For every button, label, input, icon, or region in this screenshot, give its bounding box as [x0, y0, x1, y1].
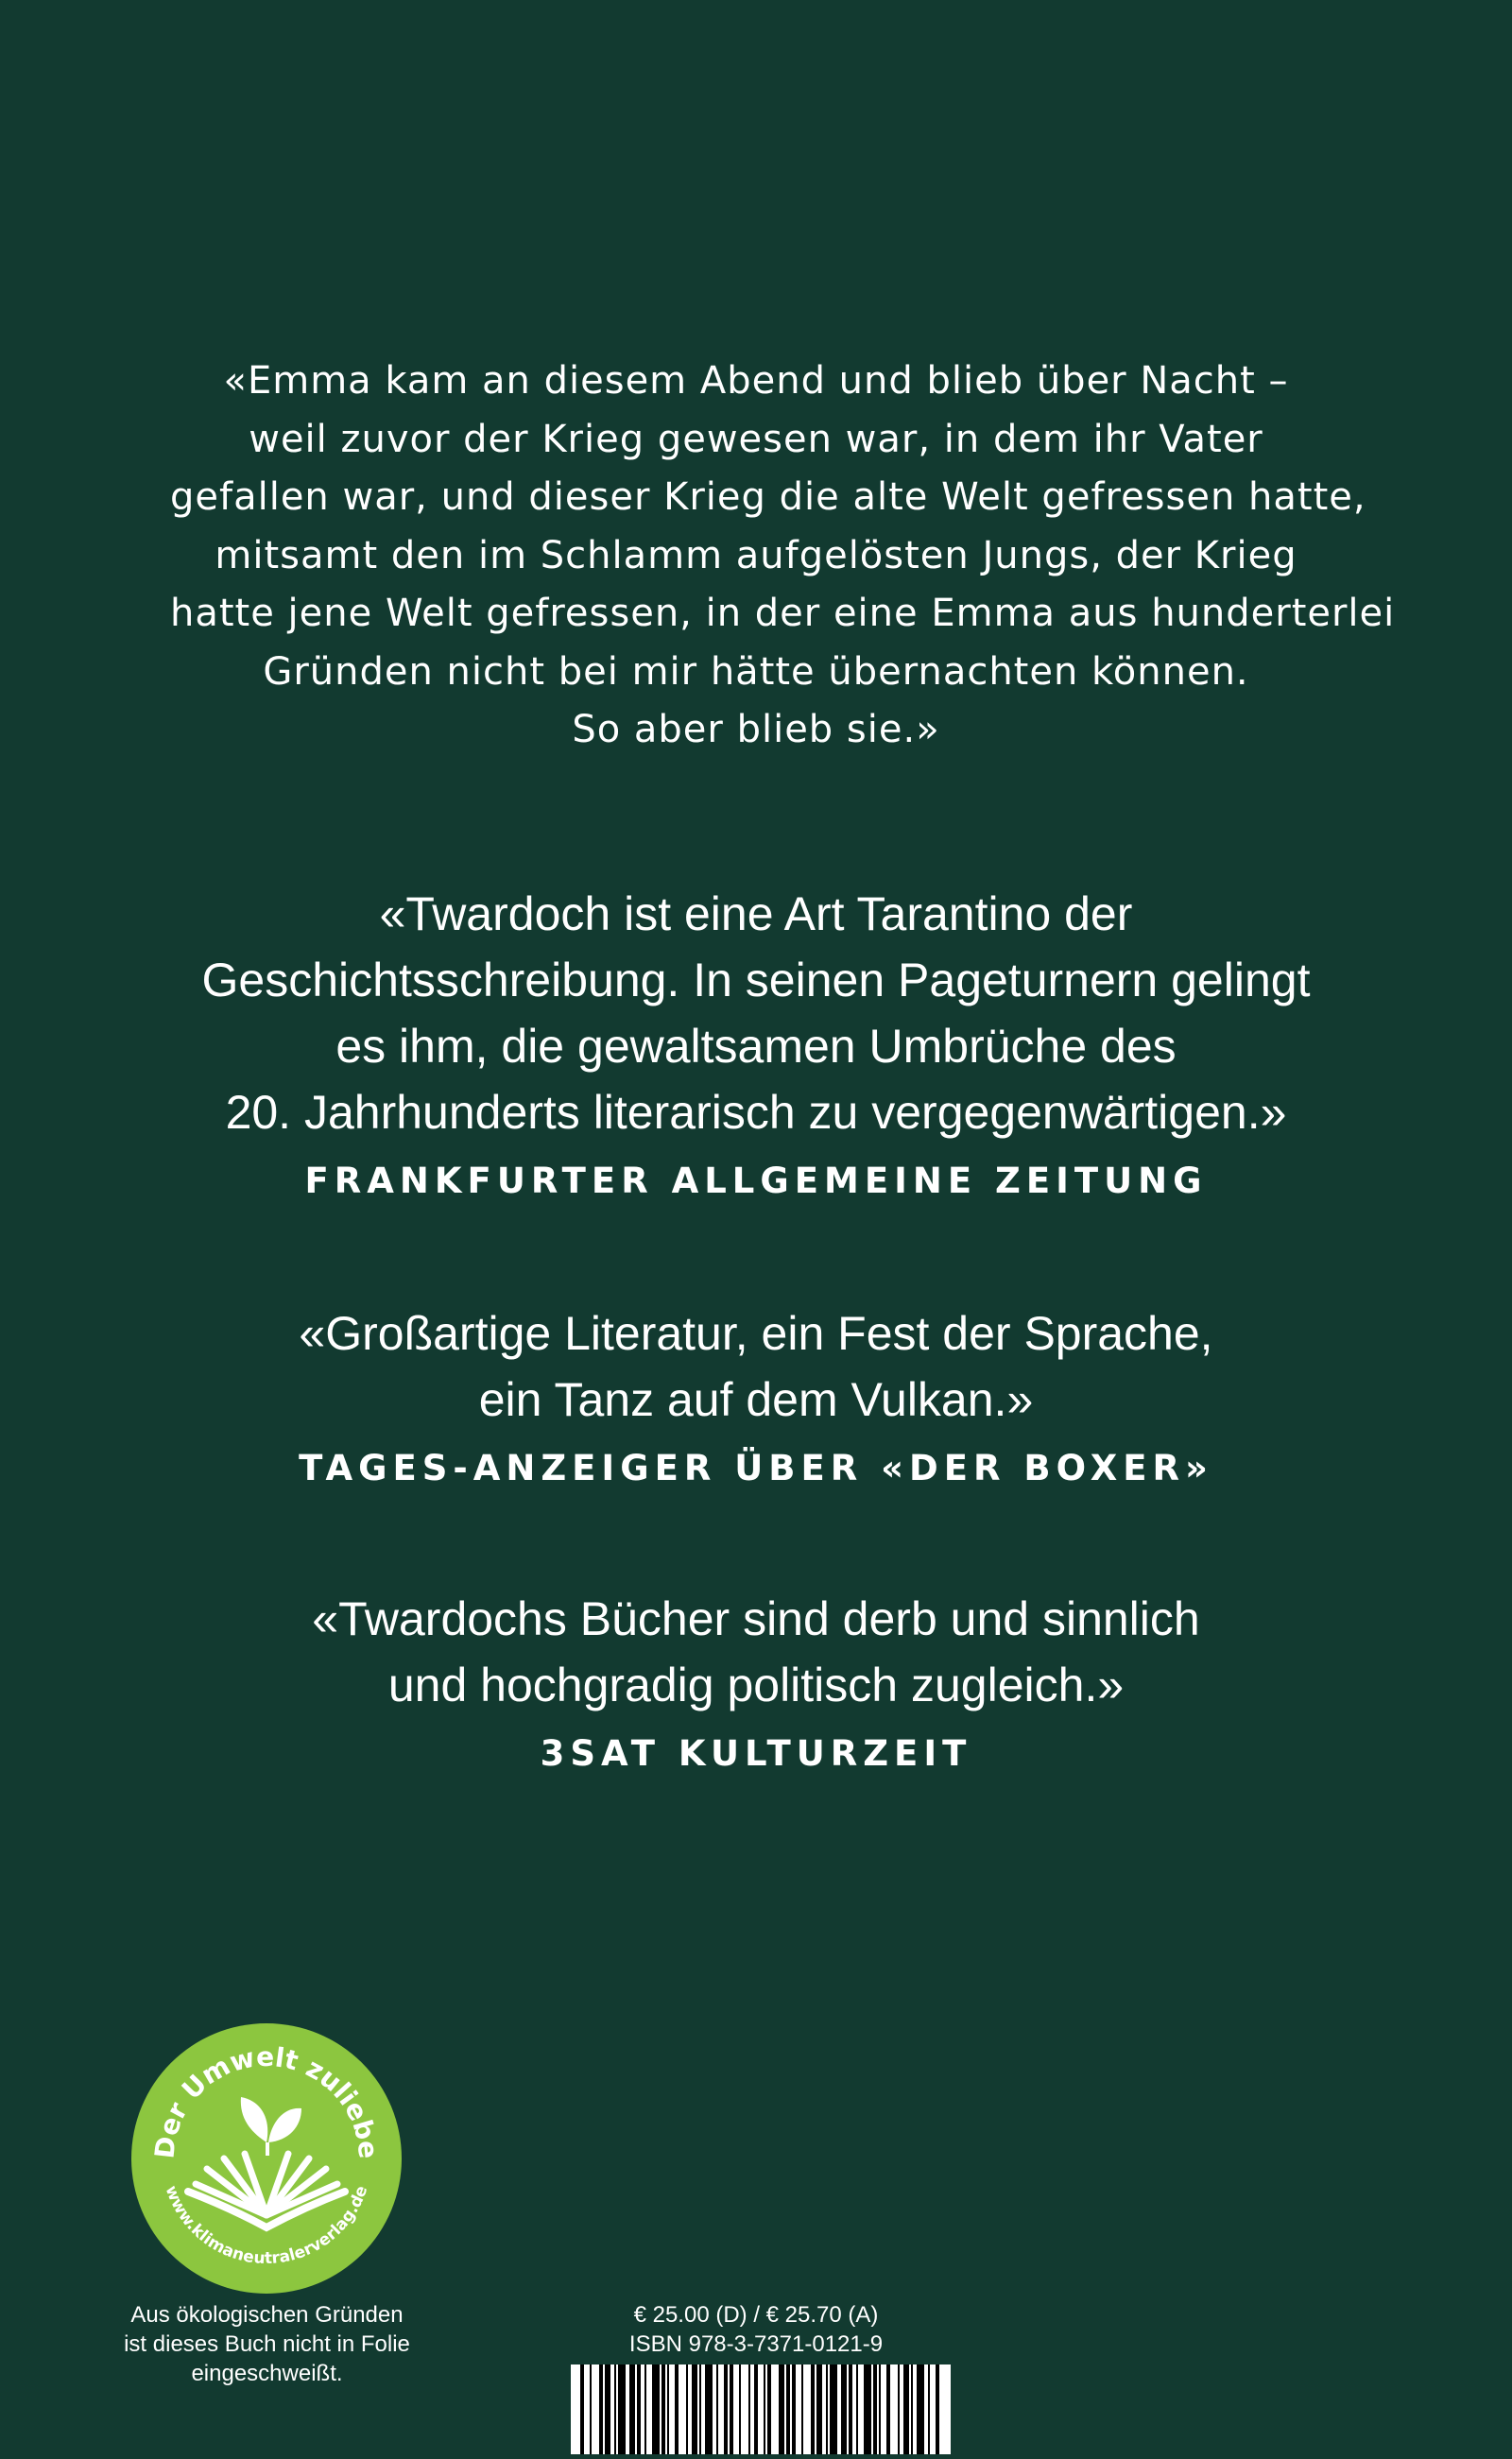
barcode-bar — [928, 2364, 930, 2454]
barcode-bar — [898, 2364, 900, 2454]
barcode-bar — [705, 2364, 713, 2454]
barcode-bar — [830, 2364, 837, 2454]
barcode-bar — [767, 2364, 771, 2454]
excerpt-line: «Emma kam an diesem Abend und blieb über Nacht – — [223, 359, 1289, 403]
barcode-bar — [614, 2364, 616, 2454]
barcode-bar — [903, 2364, 909, 2454]
barcode — [571, 2364, 951, 2454]
barcode-bar — [792, 2364, 796, 2454]
barcode-bar — [748, 2364, 750, 2454]
review-source: TAGES-ANZEIGER ÜBER «DER BOXER» — [299, 1448, 1213, 1488]
barcode-bar — [779, 2364, 784, 2454]
barcode-bar — [686, 2364, 688, 2454]
barcode-bar — [801, 2364, 803, 2454]
quote-line: Geschichtsschreibung. In seinen Pageturnern gelingt — [201, 954, 1311, 1006]
quote-line: «Twardochs Bücher sind derb und sinnlich — [312, 1592, 1200, 1645]
review-quote — [142, 1586, 1370, 1718]
barcode-bar — [590, 2364, 592, 2454]
barcode-bar — [652, 2364, 660, 2454]
barcode-bar — [786, 2364, 790, 2454]
barcode-bar — [637, 2364, 641, 2454]
barcode-bar — [662, 2364, 665, 2454]
barcode-bar — [754, 2364, 758, 2454]
barcode-bar — [826, 2364, 828, 2454]
barcode-bar — [856, 2364, 858, 2454]
barcode-bars — [571, 2364, 951, 2454]
badge-top-text: Der Umwelt zuliebe — [148, 2040, 385, 2160]
barcode-bar — [936, 2364, 939, 2454]
barcode-bar — [841, 2364, 847, 2454]
price-text: € 25.00 (D) / € 25.70 (A) — [633, 2302, 879, 2328]
barcode-bar — [739, 2364, 741, 2454]
barcode-bar — [629, 2364, 635, 2454]
review-quote — [142, 881, 1370, 1145]
barcode-bar — [849, 2364, 852, 2454]
barcode-bar — [811, 2364, 815, 2454]
barcode-bar — [692, 2364, 697, 2454]
excerpt-line: mitsamt den im Schlamm aufgelösten Jungs, der Krieg — [215, 533, 1297, 577]
barcode-bar — [724, 2364, 728, 2454]
eco-note-line: Aus ökologischen Gründen — [130, 2302, 404, 2328]
review-tages-anzeiger — [142, 1300, 1370, 1488]
excerpt-line: hatte jene Welt gefressen, in der eine Emma aus hunderterlei — [170, 592, 1396, 635]
barcode-bar — [873, 2364, 877, 2454]
barcode-bar — [730, 2364, 733, 2454]
review-faz — [142, 881, 1370, 1201]
barcode-bar — [816, 2364, 822, 2454]
quote-line: 20. Jahrhunderts literarisch zu vergegenwärtigen.» — [225, 1086, 1287, 1139]
barcode-bar — [675, 2364, 679, 2454]
badge-url-text: www.klimaneutralerverlag.de — [161, 2183, 372, 2269]
barcode-bar — [644, 2364, 646, 2454]
barcode-bar — [618, 2364, 626, 2454]
barcode-bar — [911, 2364, 913, 2454]
barcode-bar — [580, 2364, 584, 2454]
barcode-bar — [605, 2364, 610, 2454]
barcode-bar — [667, 2364, 669, 2454]
barcode-bar — [764, 2364, 765, 2454]
excerpt-line: So aber blieb sie.» — [572, 708, 940, 751]
barcode-bar — [886, 2364, 890, 2454]
price-block — [567, 2300, 945, 2359]
isbn-text: ISBN 978-3-7371-0121-9 — [628, 2331, 884, 2357]
book-excerpt — [170, 353, 1396, 760]
barcode-bar — [599, 2364, 603, 2454]
barcode-bar — [917, 2364, 924, 2454]
eco-note-line: eingeschweißt. — [191, 2361, 343, 2386]
quote-line: «Großartige Literatur, ein Fest der Sprache, — [299, 1307, 1213, 1360]
review-source: FRANKFURTER ALLGEMEINE ZEITUNG — [304, 1161, 1208, 1201]
quote-line: und hochgradig politisch zugleich.» — [387, 1659, 1125, 1711]
barcode-bar — [716, 2364, 718, 2454]
excerpt-line: gefallen war, und dieser Krieg die alte Welt gefressen hatte, — [170, 475, 1366, 519]
quote-line: ein Tanz auf dem Vulkan.» — [478, 1373, 1034, 1426]
barcode-bar — [699, 2364, 701, 2454]
eco-badge — [129, 2021, 404, 2296]
eco-note — [104, 2300, 430, 2388]
quote-line: es ihm, die gewaltsamen Umbrüche des — [335, 1020, 1177, 1073]
excerpt-line: weil zuvor der Krieg gewesen war, in dem ihr Vater — [249, 417, 1263, 461]
review-quote — [142, 1300, 1370, 1433]
eco-note-line: ist dieses Buch nicht in Folie — [124, 2331, 410, 2357]
excerpt-line: Gründen nicht bei mir hätte übernachten können. — [263, 649, 1249, 694]
barcode-bar — [864, 2364, 871, 2454]
quote-line: «Twardoch ist eine Art Tarantino der — [379, 887, 1133, 940]
review-source: 3SAT KULTURZEIT — [540, 1733, 972, 1774]
barcode-bar — [879, 2364, 881, 2454]
review-3sat — [142, 1586, 1370, 1774]
